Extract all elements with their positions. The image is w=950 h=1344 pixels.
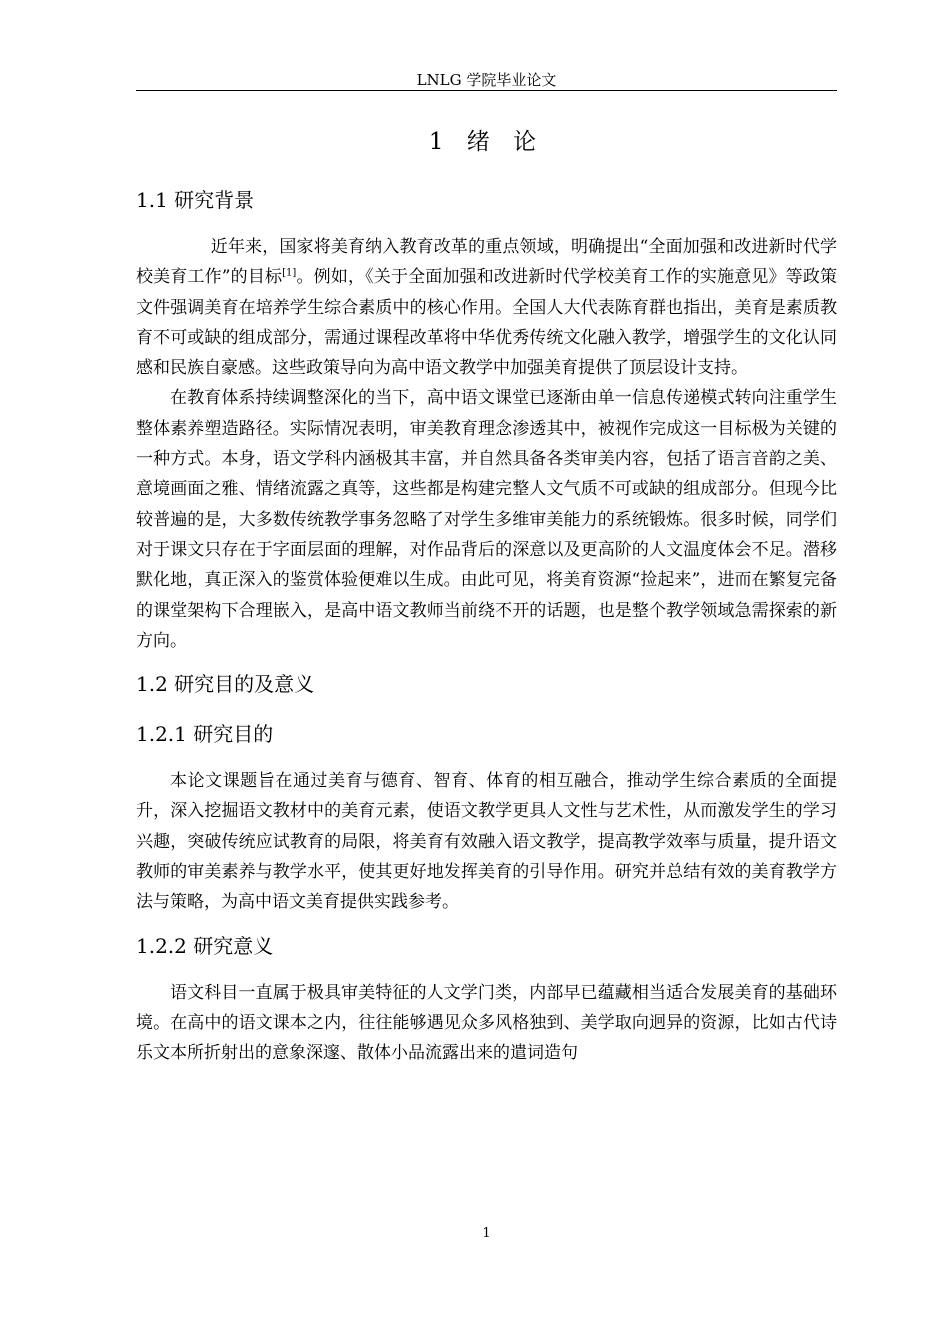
spacer — [136, 656, 837, 666]
paragraph-text: 近年来，国家将美育纳入教育改革的重点领域，明确提出“全面加强和改进新时代学校美育工作”的目标 — [136, 237, 837, 288]
section-heading-1-2-1: 1.2.1 研究目的 — [136, 722, 274, 747]
paragraph-1-1-b: 在教育体系持续调整深化的当下，高中语文课堂已逐渐由单一信息传递模式转向注重学生整体素养塑造路径。实际情况表明，审美教育理念渗透其中，被视作完成这一目标极为关键的一种方式。本身，语文学科内涵极其丰富，并自然具备各类审美内容，包括了语言音韵之美、意境画面之雅、情绪流露之真等，这些都是构建完整人文气质不可或缺的组成部分。但现今比较普遍的是，大多数传统教学事务忽略了对学生多维审美能力的系统锻炼。很多时候，同学们对于课文只存在于字面层面的理解，对作品背后的深意以及更高阶的人文温度体会不足。潜移默化地，真正深入的鉴赏体验便难以生成。由此可见，将美育资源“捡起来”，进而在繁复完备的课堂架构下合理嵌入，是高中语文教师当前绕不开的话题，也是整个教学领域急需探索的新方向。 — [136, 388, 837, 651]
section-heading-1-1: 1.1 研究背景 — [136, 188, 255, 212]
paragraph-text: 。例如，《关于全面加强和改进新时代学校美育工作的实施意见》等政策文件强调美育在培养学生综合素质中的核心作用。全国人大代表陈育群也指出，美育是素质教育不可或缺的组成部分，需通过课程改革将中华优秀传统文化融入教学，增强学生的文化认同感和民族自豪感。这些政策导向为高中语文教学中加强美育提供了顶层设计支持。 — [136, 267, 837, 379]
page-number: 1 — [482, 1226, 491, 1241]
paragraph-1-2-2: 语文科目一直属于极具审美特征的人文学门类，内部早已蕴藏相当适合发展美育的基础环境。在高中的语文课本之内，往往能够遇见众多风格独到、美学取向迥异的资源，比如古代诗乐文本所折射出的意象深邃、散体小品流露出来的遣词造句 — [136, 982, 837, 1064]
paragraph-1-1-a — [136, 232, 837, 383]
spacer — [136, 918, 837, 928]
paragraph-1-2-1: 本论文课题旨在通过美育与德育、智育、体育的相互融合，推动学生综合素质的全面提升，深入挖掘语文教材中的美育元素，使语文教学更具人文性与艺术性，从而激发学生的学习兴趣，突破传统应试教育的局限，将美育有效融入语文教学，提高教学效率与质量，提升语文教师的审美素养与教学水平，使其更好地发挥美育的引导作用。研究并总结有效的美育教学方法与策略，为高中语文美育提供实践参考。 — [136, 771, 837, 913]
page-content — [136, 124, 837, 1069]
header-rule — [136, 90, 837, 91]
running-header: LNLG 学院毕业论文 — [416, 71, 557, 89]
chapter-title: 1 绪 论 — [428, 129, 545, 155]
section-heading-1-2: 1.2 研究目的及意义 — [136, 672, 315, 697]
citation-ref: [1] — [282, 267, 297, 279]
section-heading-1-2-2: 1.2.2 研究意义 — [136, 933, 274, 958]
